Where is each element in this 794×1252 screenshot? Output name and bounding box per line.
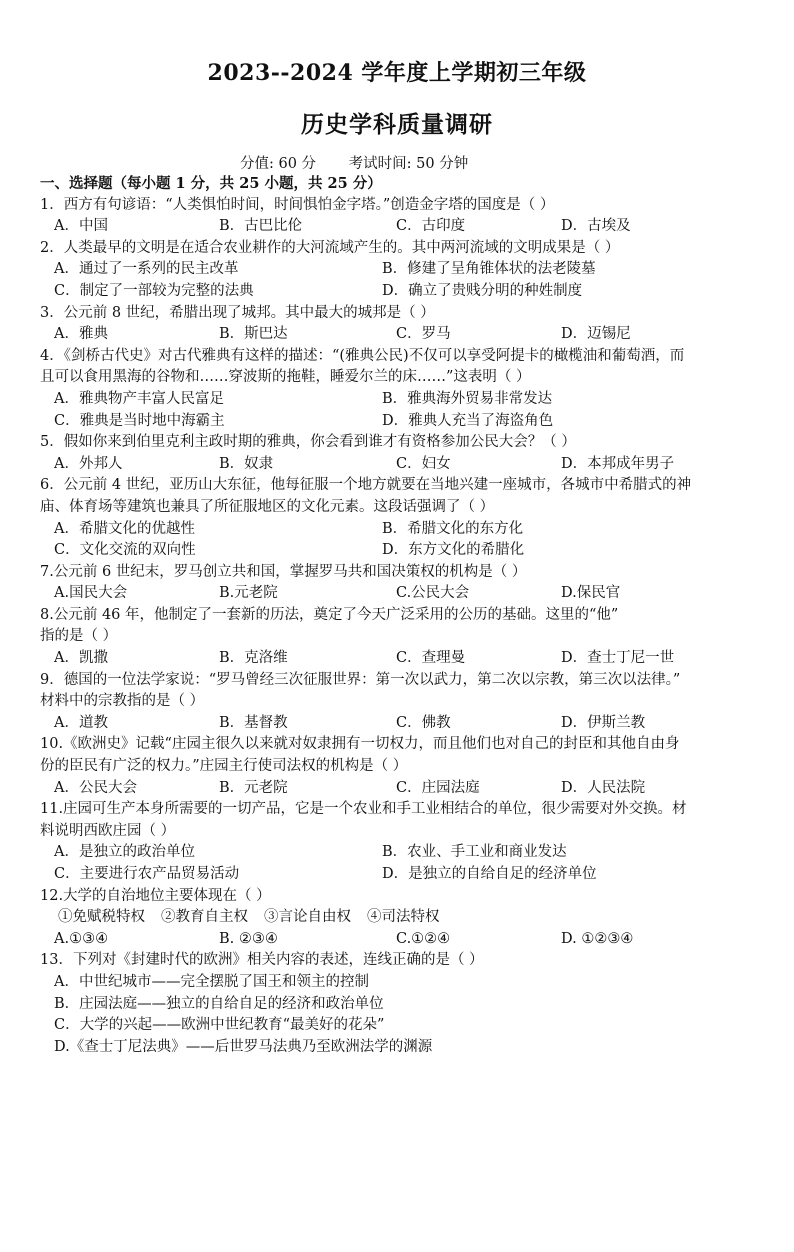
question-stem: 13．下列对《封建时代的欧洲》相关内容的表述，连线正确的是（ ）	[40, 952, 484, 969]
option-c[interactable]: C．查理曼	[396, 650, 466, 667]
option-c[interactable]: C．大学的兴起——欧洲中世纪教育“最美好的花朵”	[54, 1017, 385, 1034]
option-d[interactable]: D．伊斯兰教	[561, 714, 646, 731]
question-13	[40, 950, 770, 1058]
options-row	[40, 864, 770, 886]
options-row	[40, 281, 770, 303]
option-a[interactable]: A．希腊文化的优越性	[54, 520, 195, 537]
time-label: 考试时间: 50 分钟	[348, 156, 469, 172]
option-c[interactable]: C.公民大会	[396, 585, 470, 602]
option-b[interactable]: B．奴隶	[219, 455, 274, 472]
option-b[interactable]: B．古巴比伦	[219, 218, 303, 235]
question-stem: 7.公元前 6 世纪末，罗马创立共和国，掌握罗马共和国决策权的机构是（ ）	[40, 563, 527, 580]
question-3	[40, 303, 770, 346]
option-d[interactable]: D.保民官	[561, 585, 621, 602]
option-d[interactable]: D．查士丁尼一世	[561, 650, 675, 667]
question-stem: 料说明西欧庄园（ ）	[40, 822, 176, 839]
option-a[interactable]: A．公民大会	[54, 779, 137, 796]
option-b[interactable]: B.元老院	[219, 585, 278, 602]
exam-title: 2023--2024 学年度上学期初三年级	[207, 60, 587, 86]
options-row	[40, 519, 770, 541]
options-row	[40, 411, 770, 433]
option-b[interactable]: B．斯巴达	[219, 326, 288, 343]
question-stem: 指的是（ ）	[40, 628, 118, 645]
question-9	[40, 670, 770, 735]
option-d[interactable]: D．雅典人充当了海盗角色	[382, 412, 554, 429]
options-row	[40, 842, 770, 864]
sub-item: ①免赋税特权	[58, 909, 145, 926]
question-stem: 10.《欧洲史》记载“庄园主很久以来就对奴隶拥有一切权力，而且他们也对自己的封臣和其他自由身	[40, 736, 680, 753]
option-d[interactable]: D．迈锡尼	[561, 326, 631, 343]
question-10	[40, 734, 770, 799]
option-a[interactable]: A．凯撒	[54, 650, 108, 667]
option-c[interactable]: C.①②④	[396, 930, 451, 947]
question-2	[40, 238, 770, 303]
sub-item: ②教育自主权	[161, 909, 248, 926]
options-row	[40, 583, 770, 605]
option-d[interactable]: D．人民法院	[561, 779, 646, 796]
sub-items	[40, 907, 770, 929]
option-b[interactable]: B．希腊文化的东方化	[382, 520, 524, 537]
question-stem: 3．公元前 8 世纪，希腊出现了城邦。其中最大的城邦是（ ）	[40, 304, 435, 321]
question-stem: 6．公元前 4 世纪，亚历山大东征，他每征服一个地方就要在当地兴建一座城市，各城市中希腊式的神	[40, 477, 692, 494]
option-d[interactable]: D．本邦成年男子	[561, 455, 675, 472]
question-stem: 2．人类最早的文明是在适合农业耕作的大河流域产生的。其中两河流域的文明成果是（ ）	[40, 239, 620, 256]
option-c[interactable]: C．古印度	[396, 218, 466, 235]
option-b[interactable]: B．雅典海外贸易非常发达	[382, 390, 553, 407]
options-row	[40, 929, 770, 951]
question-stem: 1．西方有句谚语：“人类惧怕时间，时间惧怕金字塔。”创造金字塔的国度是（ ）	[40, 196, 555, 213]
option-b[interactable]: B. ②③④	[219, 930, 278, 947]
options-row	[40, 778, 770, 800]
option-c[interactable]: C．妇女	[396, 455, 451, 472]
option-a[interactable]: A．外邦人	[54, 455, 123, 472]
question-stem: 5．假如你来到伯里克利主政时期的雅典，你会看到谁才有资格参加公民大会？（ ）	[40, 434, 576, 451]
question-stem: 11.庄园可生产本身所需要的一切产品，它是一个农业和手工业相结合的单位，很少需要对外交换。材	[40, 801, 687, 818]
options-row	[40, 389, 770, 411]
option-b[interactable]: B．元老院	[219, 779, 288, 796]
question-stem: 份的臣民有广泛的权力。”庄园主行使司法权的机构是（ ）	[40, 758, 408, 775]
option-b[interactable]: B．农业、手工业和商业发达	[382, 844, 567, 861]
sub-item: ④司法特权	[367, 909, 440, 926]
question-stem: 庙、体育场等建筑也兼具了所征服地区的文化元素。这段话强调了（ ）	[40, 498, 495, 515]
question-stem: 4．《剑桥古代史》对古代雅典有这样的描述：“(雅典公民)不仅可以享受阿提卡的橄榄油和葡萄酒，而	[40, 347, 685, 364]
question-8	[40, 605, 770, 670]
option-d[interactable]: D．是独立的自给自足的经济单位	[382, 866, 597, 882]
question-11	[40, 799, 770, 885]
options-row	[40, 216, 770, 238]
option-c[interactable]: C．罗马	[396, 326, 451, 343]
question-list	[40, 173, 770, 1058]
option-a[interactable]: A．是独立的政治单位	[54, 844, 195, 861]
option-a[interactable]: A．雅典	[54, 326, 108, 343]
options-row	[40, 540, 770, 562]
question-6	[40, 475, 770, 561]
option-a[interactable]: A．中世纪城市——完全摆脱了国王和领主的控制	[54, 973, 369, 990]
option-d[interactable]: D．东方文化的希腊化	[382, 542, 525, 559]
options-row	[40, 648, 770, 670]
question-4	[40, 346, 770, 432]
options-row	[40, 259, 770, 281]
option-a[interactable]: A．中国	[54, 218, 108, 235]
option-a[interactable]: A.①③④	[54, 930, 109, 947]
options-row	[40, 324, 770, 346]
question-stem: 材料中的宗教指的是（ ）	[40, 693, 205, 710]
option-c[interactable]: C．佛教	[396, 714, 451, 731]
option-c[interactable]: C．庄园法庭	[396, 779, 480, 796]
option-c[interactable]: C．制定了一部较为完整的法典	[54, 282, 254, 299]
option-d[interactable]: D.《查士丁尼法典》——后世罗马法典乃至欧洲法学的渊源	[54, 1038, 433, 1055]
question-5	[40, 432, 770, 475]
option-a[interactable]: A．通过了一系列的民主改革	[54, 261, 239, 278]
options-row	[40, 454, 770, 476]
exam-subtitle: 历史学科质量调研	[301, 111, 493, 138]
exam-meta	[240, 152, 496, 173]
options-row	[40, 713, 770, 735]
question-7	[40, 562, 770, 605]
question-stem: 9．德国的一位法学家说：“罗马曾经三次征服世界：第一次以武力，第二次以宗教，第三次以法律。”	[40, 671, 681, 688]
option-a[interactable]: A．道教	[54, 714, 108, 731]
option-b[interactable]: B．修建了呈角锥体状的法老陵墓	[382, 261, 596, 278]
option-b[interactable]: B．庄园法庭——独立的自给自足的经济和政治单位	[54, 995, 384, 1012]
option-a[interactable]: A.国民大会	[54, 585, 128, 602]
question-1	[40, 195, 770, 238]
sub-item: ③言论自由权	[264, 909, 351, 926]
option-c[interactable]: C．雅典是当时地中海霸主	[54, 412, 225, 429]
question-stem: 8.公元前 46 年，他制定了一套新的历法，奠定了今天广泛采用的公历的基础。这里的“他”	[40, 606, 619, 623]
option-d[interactable]: D．古埃及	[561, 218, 631, 235]
option-b[interactable]: B．基督教	[219, 714, 288, 731]
section-heading: 一、选择题（每小题 1 分，共 25 小题，共 25 分）	[40, 175, 382, 192]
question-12	[40, 886, 770, 951]
question-stem: 且可以食用黑海的谷物和……穿波斯的拖鞋，睡爱尔兰的床……”这表明（ ）	[40, 369, 531, 386]
score-label: 分值: 60 分	[240, 156, 317, 172]
option-b[interactable]: B．克洛维	[219, 650, 288, 667]
option-a[interactable]: A．雅典物产丰富人民富足	[54, 390, 224, 407]
option-c[interactable]: C．主要进行农产品贸易活动	[54, 866, 240, 882]
option-d[interactable]: D. ①②③④	[561, 930, 634, 947]
question-stem: 12.大学的自治地位主要体现在（ ）	[40, 887, 271, 904]
option-c[interactable]: C．文化交流的双向性	[54, 542, 196, 559]
option-d[interactable]: D．确立了贵贱分明的种姓制度	[382, 282, 583, 299]
